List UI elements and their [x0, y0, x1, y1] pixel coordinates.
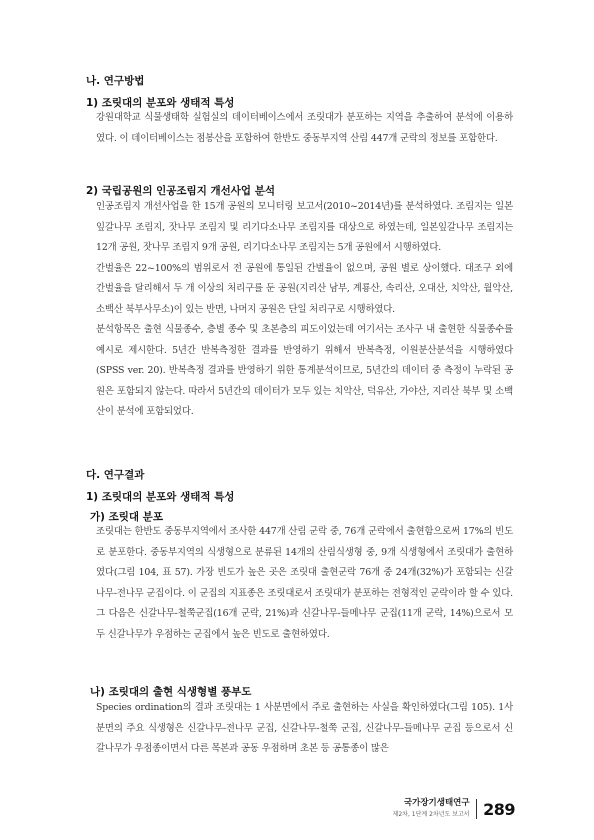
paragraph-text: Species ordination의 결과 조릿대는 1 사분면에서 주로 출현하는 사실을 확인하였다(그림 105). 1사분면의 주요 식생형은 신갈나무-전나무 군집, 신갈나무-철쭉 군집, 신갈나무-들메나무 군집 등으로서 신갈나무가 우점종이면서 다른 목본과 공동 우점하며 초본 등 공통종이 많은 [96, 702, 513, 754]
page-footer [393, 793, 515, 825]
footer-report-subtitle: 제2차, 1단계 2차년도 보고서 [392, 811, 470, 818]
subsubsection-heading-abundance: 나) 조릿대의 출현 식생형별 풍부도 [90, 686, 252, 698]
section-heading-results: 다. 연구결과 [86, 469, 145, 481]
footer-text [393, 798, 470, 820]
subsection-heading-plantation: 2) 국립공원의 인공조림지 개선사업 분석 [86, 185, 276, 197]
page-number: 289 [483, 799, 515, 819]
subsubsection-heading-distribution: 가) 조릿대 분포 [90, 511, 163, 523]
paragraph-text: 간벌율은 22~100%의 범위로서 전 공원에 통일된 간벌율이 없으며, 공원 별로 상이했다. 대조구 외에 간벌율을 달리해서 두 개 이상의 처리구를 둔 공원(지리산 남부, 계룡산, 속리산, 오대산, 치악산, 월악산, 소백산 북부사무소)이 있는 반면, 나머지 공원은 단일 처리구로 시행하였다. [96, 262, 513, 315]
paragraph-text: 조릿대는 한반도 중동부지역에서 조사한 447개 산림 군락 중, 76개 군락에서 출현함으로써 17%의 빈도로 분포한다. 중동부지역의 식생형으로 분류된 14개의 산림식생형 중, 9개 식생형에서 조릿대가 출현하였다(그림 104, 표 57). 가장 빈도가 높은 곳은 조릿대 출현군락 76개 중 24개(32%)가 포함되는 신갈나무-전나무 군집이다. 이 군집의 지표종은 조릿대로서 조릿대가 분포하는 전형적인 군락이라 할 수 있다. 그 다음은 신갈나무-철쭉군집(16개 군락, 21%)과 신갈나무-들메나무 군집(11개 군락, 14%)으로서 모두 신갈나무가 우점하는 군집에서 높은 빈도로 출현하였다. [96, 526, 513, 640]
paragraph-plantation-method [86, 197, 513, 423]
paragraph-abundance-results [86, 698, 513, 760]
subsection-heading-distribution: 1) 조릿대의 분포와 생태적 특성 [86, 97, 235, 109]
paragraph-distribution-results [86, 522, 513, 645]
paragraph-text: 인공조림지 개선사업을 한 15개 공원의 모니터링 보고서(2010~2014년)를 분석하였다. 조림지는 일본잎갈나무 조림지, 잣나무 조림지 및 리기다소나무 조림지를 대상으로 하였는데, 일본잎갈나무 조림지는 12개 공원, 잣나무 조림지 9개 공원, 리기다소나무 조림지는 5개 공원에서 시행하였다. [96, 201, 513, 253]
subsection-heading-distribution-results: 1) 조릿대의 분포와 생태적 특성 [86, 491, 235, 503]
footer-report-title: 국가장기생태연구 [403, 798, 470, 808]
paragraph-text: 강원대학교 식물생태학 실험실의 데이터베이스에서 조릿대가 분포하는 지역을 추출하여 분석에 이용하였다. 이 데이터베이스는 점봉산을 포함하여 한반도 중동부지역 산림 447개 군락의 정보를 포함한다. [96, 112, 513, 144]
paragraph-text: 분석항목은 출현 식물종수, 층별 종수 및 초본층의 피도이었는데 여기서는 조사구 내 출현한 식물종수를 예시로 제시한다. 5년간 반복측정한 결과를 반영하기 위해서 반복측정, 이원분산분석을 시행하였다(SPSS ver. 20). 반복측정 결과를 반영하기 위한 통계분석이므로, 5년간의 데이터 중 측정이 누락된 공원은 포함되지 않는다. 따라서 5년간의 데이터가 모두 있는 치악산, 덕유산, 가야산, 지리산 북부 및 소백산이 분석에 포함되었다. [96, 324, 513, 417]
footer-divider [476, 799, 478, 819]
section-heading-method: 나. 연구방법 [86, 75, 145, 87]
paragraph-distribution-method [86, 108, 513, 149]
